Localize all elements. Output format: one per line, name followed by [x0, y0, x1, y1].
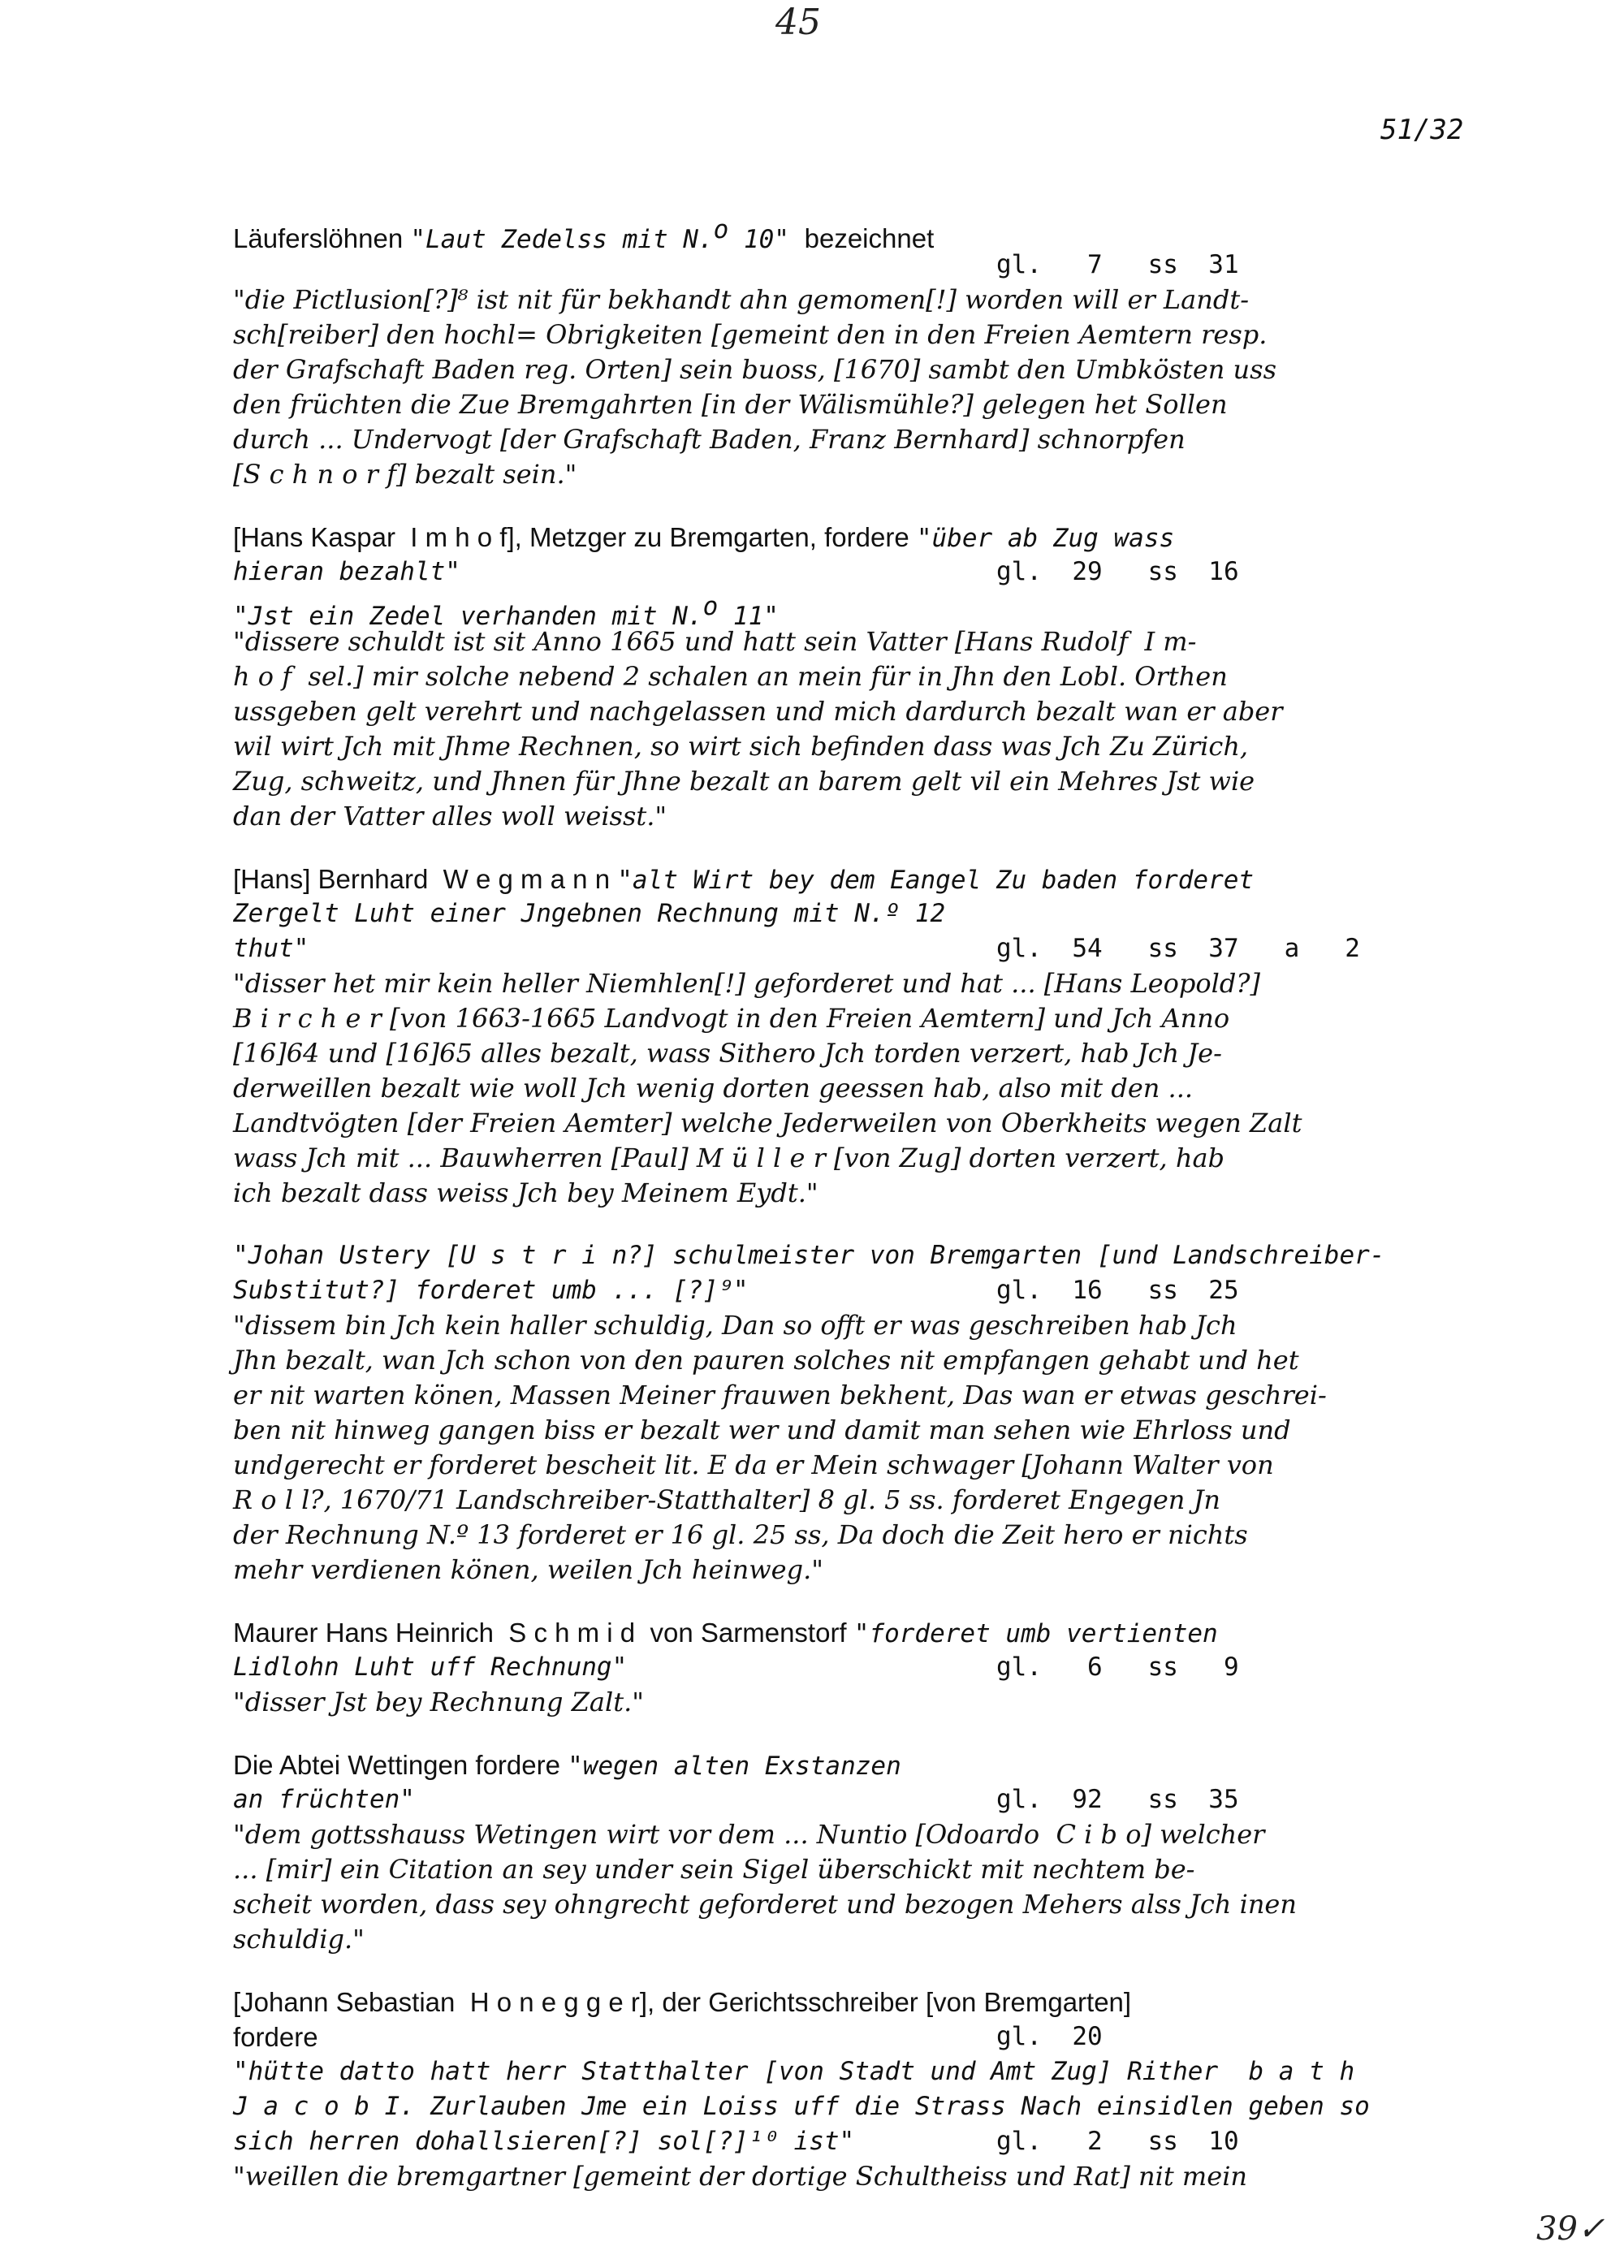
quote-line: "die Pictlusion[?]⁸ ist nit für bekhandt ahn gemomen[!] worden will er Landt-: [233, 284, 1250, 315]
quote-line: scheit worden, dass sey ohngrecht geforderet und bezogen Mehers alss Jch inen: [233, 1889, 1297, 1920]
handwritten-folio-mark: 45: [775, 2, 821, 43]
entry-header: Läuferslöhnen "Laut Zedelss mit N.$^o$ 10" bezeichnet: [233, 215, 935, 254]
quote-line: ... [mir] ein Citation an sey under sein Sigel überschickt mit nechtem be-: [233, 1854, 1195, 1885]
quote-line: "dissem bin Jch kein haller schuldig, Dan so offt er was geschreiben hab Jch: [233, 1310, 1237, 1341]
quote-line: "disser Jst bey Rechnung Zalt.": [233, 1687, 644, 1717]
entry-header-continued: Zergelt Luht einer Jngebnen Rechnung mit N.º 12: [233, 899, 946, 928]
quote-line: mehr verdienen könen, weilen Jch heinweg.": [233, 1554, 823, 1585]
quote-line: Zug, schweitz, und Jhnen für Jhne bezalt an barem gelt vil ein Mehres Jst wie: [233, 766, 1255, 797]
quote-line: er nit warten könen, Massen Meiner frauwen bekhent, Das wan er etwas geschrei-: [233, 1380, 1327, 1410]
handwritten-check-mark: 39✓: [1536, 2210, 1605, 2248]
entry-header-continued: Lidlohn Luht uff Rechnung" gl. 6 ss 9: [233, 1652, 1239, 1682]
quote-line: den früchten die Zue Bremgahrten [in der Wälismühle?] gelegen het Sollen: [233, 389, 1228, 420]
entry-amount: gl. 7 ss 31: [996, 250, 1239, 279]
entry-header: Die Abtei Wettingen fordere "wegen alten Exstanzen: [233, 1750, 901, 1781]
quote-line: der Grafschaft Baden reg. Orten] sein buoss, [1670] sambt den Umbkösten uss: [233, 354, 1276, 385]
quote-line: "hütte datto hatt herr Statthalter [von Stadt und Amt Zug] Rither b a t h: [233, 2057, 1355, 2086]
quote-line: "weillen die bremgartner [gemeint der dortige Schultheiss und Rat] nit mein: [233, 2161, 1248, 2192]
entry-header: [Hans Kaspar I m h o f], Metzger zu Bremgarten, fordere "über ab Zug wass: [233, 522, 1175, 553]
quote-line: wass Jch mit ... Bauwherren [Paul] M ü l l e r [von Zug] dorten verzert, hab: [233, 1143, 1225, 1173]
quote-line: sch[reiber] den hochl= Obrigkeiten [gemeint den in den Freien Aemtern resp.: [233, 319, 1268, 350]
entry-laeuferslohnen: [233, 213, 1500, 492]
quote-line: dan der Vatter alles woll weisst.": [233, 801, 667, 832]
page-number: 51/32: [1380, 114, 1464, 146]
quote-line: Landtvögten [der Freien Aemter] welche Jederweilen von Oberkheits wegen Zalt: [233, 1108, 1302, 1138]
quote-line: "dissere schuldt ist sit Anno 1665 und hatt sein Vatter [Hans Rudolf I m-: [233, 626, 1197, 657]
entry-header-continued: fordere gl. 20: [233, 2022, 1103, 2052]
quote-line: schuldig.": [233, 1924, 365, 1955]
entry-header: Maurer Hans Heinrich S c h m i d von Sarmenstorf "forderet umb vertienten: [233, 1618, 1218, 1648]
quote-line: [S c h n o r f] bezalt sein.": [233, 459, 577, 490]
entry-wettingen: [233, 1747, 1500, 1957]
quote-line: der Rechnung N.º 13 forderet er 16 gl. 25 ss, Da doch die Zeit hero er nichts: [233, 1519, 1248, 1550]
quote-line: undgerecht er forderet bescheit lit. E da er Mein schwager [Johann Walter von: [233, 1449, 1274, 1480]
entry-header: "Johan Ustery [U s t r i n?] schulmeister von Bremgarten [und Landschreiber-: [233, 1241, 1385, 1270]
entry-header-continued: thut" gl. 54 ss 37 a 2: [233, 934, 1360, 963]
quote-line: J a c o b I. Zurlauben Jme ein Loiss uff die Strass Nach einsidlen geben so: [233, 2092, 1370, 2121]
quote-line: derweillen bezalt wie woll Jch wenig dorten geessen hab, also mit den ...: [233, 1073, 1194, 1104]
quote-line: "dem gottsshauss Wetingen wirt vor dem ... Nuntio [Odoardo C i b o] welcher: [233, 1819, 1265, 1850]
quote-line: h o f sel.] mir solche nebend 2 schalen an mein für in Jhn den Lobl. Orthen: [233, 661, 1228, 692]
quote-line: "disser het mir kein heller Niemhlen[!] geforderet und hat ... [Hans Leopold?]: [233, 968, 1261, 999]
quote-line: ich bezalt dass weiss Jch bey Meinem Eydt.": [233, 1177, 818, 1208]
entry-header: [Hans] Bernhard W e g m a n n "alt Wirt bey dem Eangel Zu baden forderet: [233, 864, 1255, 895]
quote-line: Jhn bezalt, wan Jch schon von den pauren solches nit empfangen gehabt und het: [233, 1345, 1299, 1376]
entry-imhof: [233, 520, 1500, 834]
quote-line: durch ... Undervogt [der Grafschaft Baden, Franz Bernhard] schnorpfen: [233, 424, 1186, 455]
entry-header: [Johann Sebastian H o n e g g e r], der Gerichtsschreiber [von Bremgarten]: [233, 1987, 1132, 2017]
entry-header-continued: Substitut?] forderet umb ... [?]⁹" gl. 16 ss 25: [233, 1276, 1239, 1305]
quote-line: ben nit hinweg gangen biss er bezalt wer und damit man sehen wie Ehrloss und: [233, 1415, 1291, 1445]
quote-line: wil wirt Jch mit Jhme Rechnen, so wirt sich befinden dass was Jch Zu Zürich,: [233, 731, 1249, 762]
entry-wegmann: [233, 862, 1500, 1211]
document-body: [233, 213, 1500, 2194]
entry-header-continued: an früchten" gl. 92 ss 35: [233, 1785, 1239, 1814]
quote-line: sich herren dohallsieren[?] sol[?]¹⁰ ist" gl. 2 ss 10: [233, 2127, 1239, 2156]
quote-line: R o l l?, 1670/71 Landschreiber-Statthalter] 8 gl. 5 ss. forderet Engegen Jn: [233, 1484, 1221, 1515]
entry-honegger: [233, 1985, 1500, 2194]
entry-schmid: [233, 1615, 1500, 1720]
entry-ustery: [233, 1238, 1500, 1588]
quote-line: B i r c h e r [von 1663-1665 Landvogt in den Freien Aemtern] und Jch Anno: [233, 1003, 1230, 1034]
entry-note: "Jst ein Zedel verhanden mit N.$^o$ 11": [233, 592, 779, 631]
entry-header-continued: hieran bezahlt" gl. 29 ss 16: [233, 557, 1239, 586]
quote-line: [16]64 und [16]65 alles bezalt, wass Sithero Jch torden verzert, hab Jch Je-: [233, 1038, 1222, 1069]
quote-line: ussgeben gelt verehrt und nachgelassen und mich dardurch bezalt wan er aber: [233, 696, 1283, 727]
